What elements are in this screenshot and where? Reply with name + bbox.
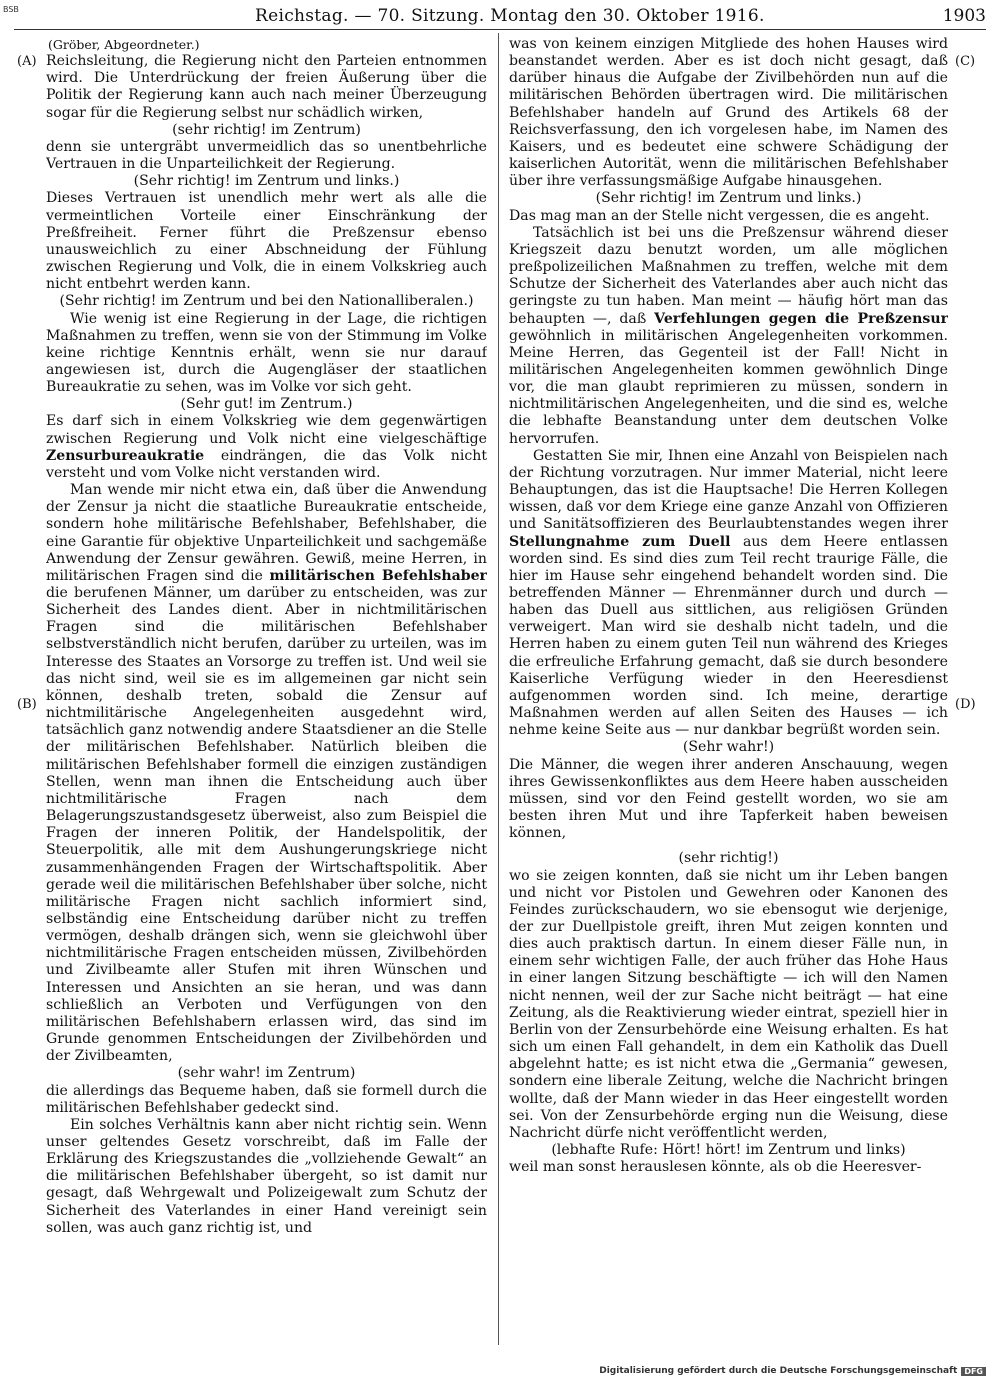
margin-marker-c: (C) [955, 54, 976, 69]
running-title: Reichstag. — 70. Sitzung. Montag den 30. Oktober 1916. [255, 6, 765, 26]
paragraph: Das mag man an der Stelle nicht vergessen, die es angeht. [509, 207, 930, 224]
interjection: (lebhafte Rufe: Hört! hört! im Zentrum und links) [551, 1142, 906, 1158]
interjection: (Sehr gut! im Zentrum.) [180, 396, 353, 413]
interjection: (sehr richtig!) [678, 850, 779, 867]
column-divider [498, 33, 499, 1345]
paragraph: Ein solches Verhältnis kann aber nicht richtig sein. Wenn unser geltendes Gesetz vorschreibt, daß im Falle der Erklärung des Kriegszustandes die „vollziehende Gewalt“ an die militärischen Befehlshaber übergeht, so ist damit nur gesagt, daß Wehrgewalt und Polizeigewalt zum Schutz der Sicherheit des Vaterlandes in einer Hand vereinigt sein sollen, was auch ganz richtig ist, und [46, 1116, 487, 1236]
text-run: Es darf sich in einem Volkskrieg wie dem gegenwärtigen zwischen Regierung und Volk nicht eine vielgeschäftige [46, 413, 487, 447]
paragraph: Reichsleitung, die Regierung nicht den Parteien entnommen wird. Die Unterdrückung der freien Äußerung über die Politik der Regierung kann auch nach meiner Überzeugung sogar für die Regierung selbst nur schädlich wirken, [46, 53, 487, 121]
paragraph: Dieses Vertrauen ist unendlich mehr wert als alle die vermeintlichen Vorteile einer Einschränkung der Preßfreiheit. Ferner führt die Preßzensur ebenso unausweichlich zu einer Abschneidung der Fühlung zwischen Regierung und Volk, die in einem Volkskrieg auch nicht entbehrt werden kann. [46, 190, 487, 293]
emphasis-term: Verfehlungen gegen die Preßzensur [654, 310, 948, 327]
paragraph: Wie wenig ist eine Regierung in der Lage, die richtigen Maßnahmen zu treffen, wenn sie von der Stimmung im Volke keine richtige Kenntnis erhält, wenn sie nur darauf angewiesen ist, durch die Augengläser der staatlichen Bureaukratie zu sehen, was im Volke vor sich geht. [46, 310, 487, 396]
paragraph: weil man sonst herauslesen könnte, als ob die Heeresver- [509, 1159, 922, 1176]
paragraph [509, 225, 948, 448]
header-rule [14, 29, 986, 30]
footer-credit [599, 1366, 986, 1376]
library-stamp: BSB [3, 5, 19, 14]
paragraph [46, 413, 487, 482]
paragraph: denn sie untergräbt unvermeidlich das so unentbehrliche Vertrauen in die Unparteilichkeit der Regierung. [46, 138, 487, 173]
text-run: Gestatten Sie mir, Ihnen eine Anzahl von Beispielen nach der Richtung vorzutragen. Nur immer Material, nicht leere Behauptungen, das ist die Hauptsache! Die Herren Kollegen wissen, daß vor dem Kriege eine ganze Anzahl von Offizieren und Sanitätsoffizieren des Beurlaubtenstandes wegen ihrer [509, 447, 948, 533]
interjection: (Sehr richtig! im Zentrum und links.) [595, 190, 862, 207]
page-number: 1903 [942, 6, 986, 26]
interjection: (sehr richtig! im Zentrum) [172, 121, 361, 138]
text-run: Tatsächlich ist bei uns die Preßzensur während dieser Kriegszeit dazu benutzt worden, um alle möglichen preßpolizeilichen Maßnahmen zu treffen, welche mit dem Schutze der Sicherheit des Vaterlandes aber auch nicht das geringste zu tun haben. Man meint — häufig hört man das behaupten —, daß [509, 224, 948, 327]
paragraph [509, 448, 948, 740]
text-run: aus dem Heere entlassen worden sind. Es sind dies zum Teil recht traurige Fälle, die hier im Hause sehr eingehend behandelt worden sind. Die betreffenden Männer — Ehrenmänner durch und durch — haben das Duell aus sittlichen, aus religiösen Gründen verweigert. Man wird sie deshalb nicht tadeln, und die Herren haben zu einem guten Teil nun während des Krieges die erfreuliche Erfahrung gemacht, daß sie durch besondere Kaiserliche Verfügung wieder in den Heeresdienst aufgenommen worden sind. Ich meine, derartige Maßnahmen werden auf allen Seiten des Hauses — ich nehme keine Seite aus — nur dankbar begrüßt worden sein. [509, 533, 948, 739]
paragraph: was von keinem einzigen Mitgliede des hohen Hauses wird beanstandet werden. Aber es ist doch nicht gesagt, daß darüber hinaus die Aufgabe der Zivilbehörden nun auf die militärischen Behörden übertragen wird. Die militärischen Befehlshaber handeln auf Grund des Artikels 68 der Reichsverfassung, den ich vorgelesen habe, im Namen des Kaisers, und es bedeutet eine schwere Schädigung der kaiserlichen Autorität, wenn die militärischen Befehlshaber über ihre verfassungsmäßige Aufgabe hinausgehen. [509, 36, 948, 190]
margin-marker-b: (B) [17, 697, 37, 712]
paragraph [46, 482, 487, 1065]
text-run: Man wende mir nicht etwa ein, daß über die Anwendung der Zensur ja nicht die staatliche Bureaukratie entscheide, sondern hohe militärische Befehlshaber, Befehlshaber, die eine Garantie für objektive Unparteilichkeit und sachgemäße Anwendung der Zensur gewähren. Gewiß, meine Herren, in militärischen Fragen sind die [46, 482, 487, 584]
speaker-label: (Gröber, Abgeordneter.) [48, 37, 200, 52]
emphasis-term: Zensurbureaukratie [46, 447, 205, 464]
paragraph: Die Männer, die wegen ihrer anderen Anschauung, wegen ihres Gewissenkonfliktes aus dem Heere haben ausscheiden müssen, sind vor den Feind gestellt worden, wo sie am besten ihren Mut und ihre Tapferkeit haben beweisen können, [509, 756, 948, 842]
right-column [509, 36, 948, 1348]
emphasis-term: Stellungnahme zum Duell [509, 533, 731, 550]
dfg-logo: DFG [961, 1367, 986, 1376]
paragraph: wo sie zeigen konnten, daß sie nicht um ihr Leben bangen und nicht vor Pistolen und Gewehren oder Kanonen des Feindes zurückschaudern, wo sie ebensogut wie derjenige, der zur Duellpistole greift, ihren Mut zeigen konnten und dies auch praktisch dartun. In einem dieser Fälle nun, in einem sehr wichtigen Falle, der auch früher das Hohe Haus in einer langen Sitzung beschäftigte — ich will den Namen nicht nennen, weil der zur Sache nicht beiträgt — hat eine Zeitung, als die Reaktivierung wieder eintrat, speziell hier in Berlin von der Zensurbehörde eine Weisung erhalten. Es hat sich um einen Fall gehandelt, in dem ein Katholik das Duell abgelehnt hatte; es ist nicht etwa die „Germania“ gewesen, sondern eine liberale Zeitung, welche die Nachricht bringen wollte, daß der Mann wieder in das Heer eingestellt worden sei. Von der Zensurbehörde erging nun die Weisung, diese Nachricht dürfe nicht veröffentlicht werden, [509, 867, 948, 1141]
margin-marker-d: (D) [955, 697, 976, 712]
left-column [46, 36, 487, 1348]
text-run: die berufenen Männer, um darüber zu entscheiden, was zur Sicherheit des Landes dient. Aber in nichtmilitärischen Fragen sind die militärischen Befehlshaber selbstverständlich nicht berufen, darüber zu urteilen, was im Interesse des Staates an Vorsorge zu treffen ist. Und weil sie das nicht sind, weil sie es im allgemeinen gar nicht sein können, deshalb treten, sobald die Zensur auf nichtmilitärische Angelegenheiten ausgedehnt wird, tatsächlich ganz notwendig andere Staatsdiener an die Stelle der militärischen Befehlshaber. Natürlich bleiben die militärischen Befehlshaber formell die einzigen zuständigen Stellen, wenn man ihnen die Entscheidung auch über nichtmilitärische Fragen nach dem Belagerungszustandsgesetz überweist, also zum Beispiel die Fragen der inneren Politik, der Handelspolitik, der Steuerpolitik, alle mit dem Aushungerungskriege nicht zusammenhängenden Fragen der Wirtschaftspolitik. Aber gerade weil die militärischen Befehlshaber über solche, nicht militärische Fragen nicht sachlich informiert sind, selbständig eine Entscheidung darüber nicht zu treffen vermögen, deshalb drängen sich, wenn sie gleichwohl über nichtmilitärische Fragen entscheiden müssen, Zivilbehörden und Zivilbeamte aller Stufen mit ihren Wünschen und Interessen und Ansichten an sie heran, und was dann schließlich an Verboten und Verfügungen von den militärischen Befehlshabern erlassen wird, das sind im Grunde genommen Entscheidungen der Zivilbehörden und der Zivilbeamten, [46, 585, 487, 1065]
emphasis-term: militärischen Befehlshaber [269, 567, 487, 584]
footer-text: Digitalisierung gefördert durch die Deutsche Forschungsgemeinschaft [599, 1366, 958, 1376]
interjection: (Sehr richtig! im Zentrum und links.) [133, 173, 400, 190]
text-run: gewöhnlich in militärischen Angelegenheiten vorkommen. Meine Herren, das Gegenteil ist der Fall! Nicht in militärischen Angelegenheiten kommen gewöhnlich Dinge vor, die man glaubt reprimieren zu müssen, sondern in nichtmilitärischen Angelegenheiten, und die sind es, welche die lebhafte Beanstandung unter dem deutschen Volke hervorrufen. [509, 327, 948, 447]
margin-marker-a: (A) [17, 54, 37, 69]
interjection: (Sehr wahr!) [682, 739, 775, 756]
interjection: (Sehr richtig! im Zentrum und bei den Nationalliberalen.) [59, 293, 474, 310]
interjection: (sehr wahr! im Zentrum) [177, 1065, 356, 1082]
paragraph: die allerdings das Bequeme haben, daß sie formell durch die militärischen Befehlshaber gedeckt sind. [46, 1082, 487, 1116]
text-run: eindrängen, die das Volk nicht versteht und vom Volke nicht verstanden wird. [46, 447, 487, 481]
page-header [0, 4, 1000, 28]
